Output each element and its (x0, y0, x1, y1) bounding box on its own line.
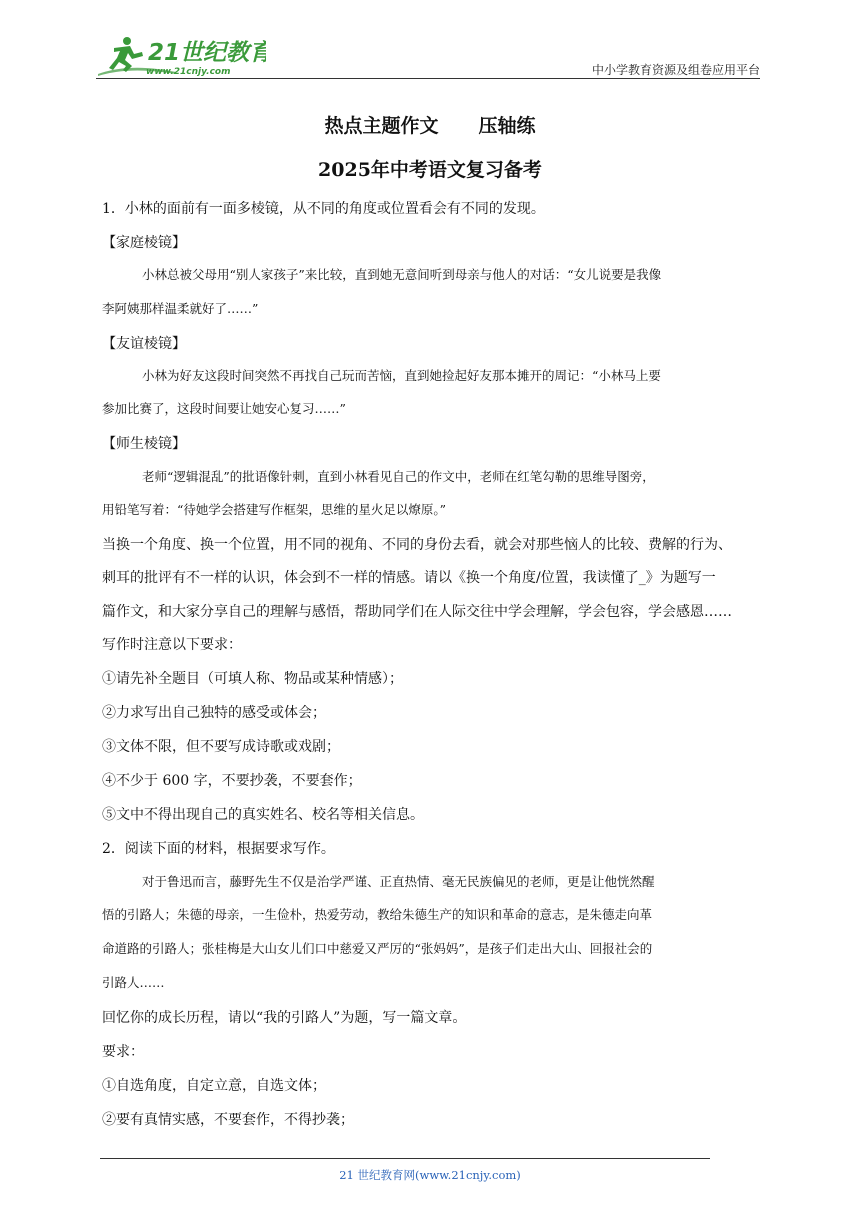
q1-family-text-2: 李阿姨那样温柔就好了……” (102, 301, 259, 316)
q1-req-intro: 写作时注意以下要求： (102, 637, 242, 653)
q1-req-1: ①请先补全题目（可填人称、物品或某种情感）； (102, 671, 403, 687)
q2-req-1: ①自选角度，自定立意，自选文体； (102, 1078, 326, 1094)
logo-text: 21世纪教育 (148, 40, 266, 66)
q2-req-2: ②要有真情实感，不要套作，不得抄袭； (102, 1112, 354, 1128)
q2-material-2: 悟的引路人；朱德的母亲，一生俭朴，热爱劳动，教给朱德生产的知识和革命的意志，是朱德走向革 (102, 907, 653, 922)
footer-divider (100, 1158, 710, 1159)
q1-teacher-text-2: 用铅笔写着：“待她学会搭建写作框架，思维的星火足以燎原。” (102, 502, 447, 517)
q1-req-3: ③文体不限，但不要写成诗歌或戏剧； (102, 739, 340, 755)
q1-req-5: ⑤文中不得出现自己的真实姓名、校名等相关信息。 (102, 807, 424, 823)
q1-req-2: ②力求写出自己独特的感受或体会； (102, 705, 326, 721)
q1-friend-text-1: 小林为好友这段时间突然不再找自己玩而苦恼，直到她捡起好友那本摊开的周记：“小林马上要 (142, 368, 661, 383)
header-platform-name: 中小学教育资源及组卷应用平台 (591, 63, 760, 77)
logo-url: www.21cnjy.com (146, 67, 231, 77)
q1-prompt-1: 当换一个角度、换一个位置，用不同的视角、不同的身份去看，就会对那些恼人的比较、费解的行为、 (102, 537, 732, 553)
q1-teacher-label: 【师生棱镜】 (102, 436, 186, 452)
q2-prompt: 回忆你的成长历程，请以“我的引路人”为题，写一篇文章。 (102, 1010, 467, 1026)
q2-stem: 2．阅读下面的材料，根据要求写作。 (102, 841, 335, 857)
q1-req-4: ④不少于 600 字，不要抄袭，不要套作； (102, 773, 362, 789)
page-title (0, 111, 860, 138)
q2-req-label: 要求： (102, 1044, 144, 1060)
q2-material-4: 引路人…… (102, 975, 165, 990)
q2-material-1: 对于鲁迅而言，藤野先生不仅是治学严谨、正直热情、毫无民族偏见的老师，更是让他恍然醒 (142, 874, 655, 889)
site-logo (96, 34, 266, 78)
q1-family-label: 【家庭棱镜】 (102, 235, 186, 251)
q2-material-3: 命道路的引路人；张桂梅是大山女儿们口中慈爱又严厉的“张妈妈”，是孩子们走出大山、回报社会的 (102, 941, 653, 956)
q1-family-text-1: 小林总被父母用“别人家孩子”来比较，直到她无意间听到母亲与他人的对话：“女儿说要是我像 (142, 267, 662, 282)
header-divider (96, 78, 760, 79)
title-sub: 压轴练 (478, 115, 536, 137)
q1-prompt-3: 篇作文，和大家分享自己的理解与感悟，帮助同学们在人际交往中学会理解，学会包容，学会感恩…… (102, 604, 732, 620)
q1-friend-text-2: 参加比赛了，这段时间要让她安心复习……” (102, 401, 346, 416)
q1-teacher-text-1: 老师“逻辑混乱”的批语像针刺，直到小林看见自己的作文中，老师在红笔勾勒的思维导图旁， (142, 469, 655, 484)
page-subtitle: 2025年中考语文复习备考 (318, 159, 542, 181)
q1-friend-label: 【友谊棱镜】 (102, 336, 186, 352)
q1-prompt-2: 刺耳的批评有不一样的认识，体会到不一样的情感。请以《换一个角度/位置，我读懂了_》为题写一 (102, 570, 716, 586)
title-main: 热点主题作文 (324, 115, 439, 137)
footer-link[interactable]: 21 世纪教育网(www.21cnjy.com) (339, 1168, 521, 1182)
q1-stem: 1．小林的面前有一面多棱镜，从不同的角度或位置看会有不同的发现。 (102, 201, 545, 217)
